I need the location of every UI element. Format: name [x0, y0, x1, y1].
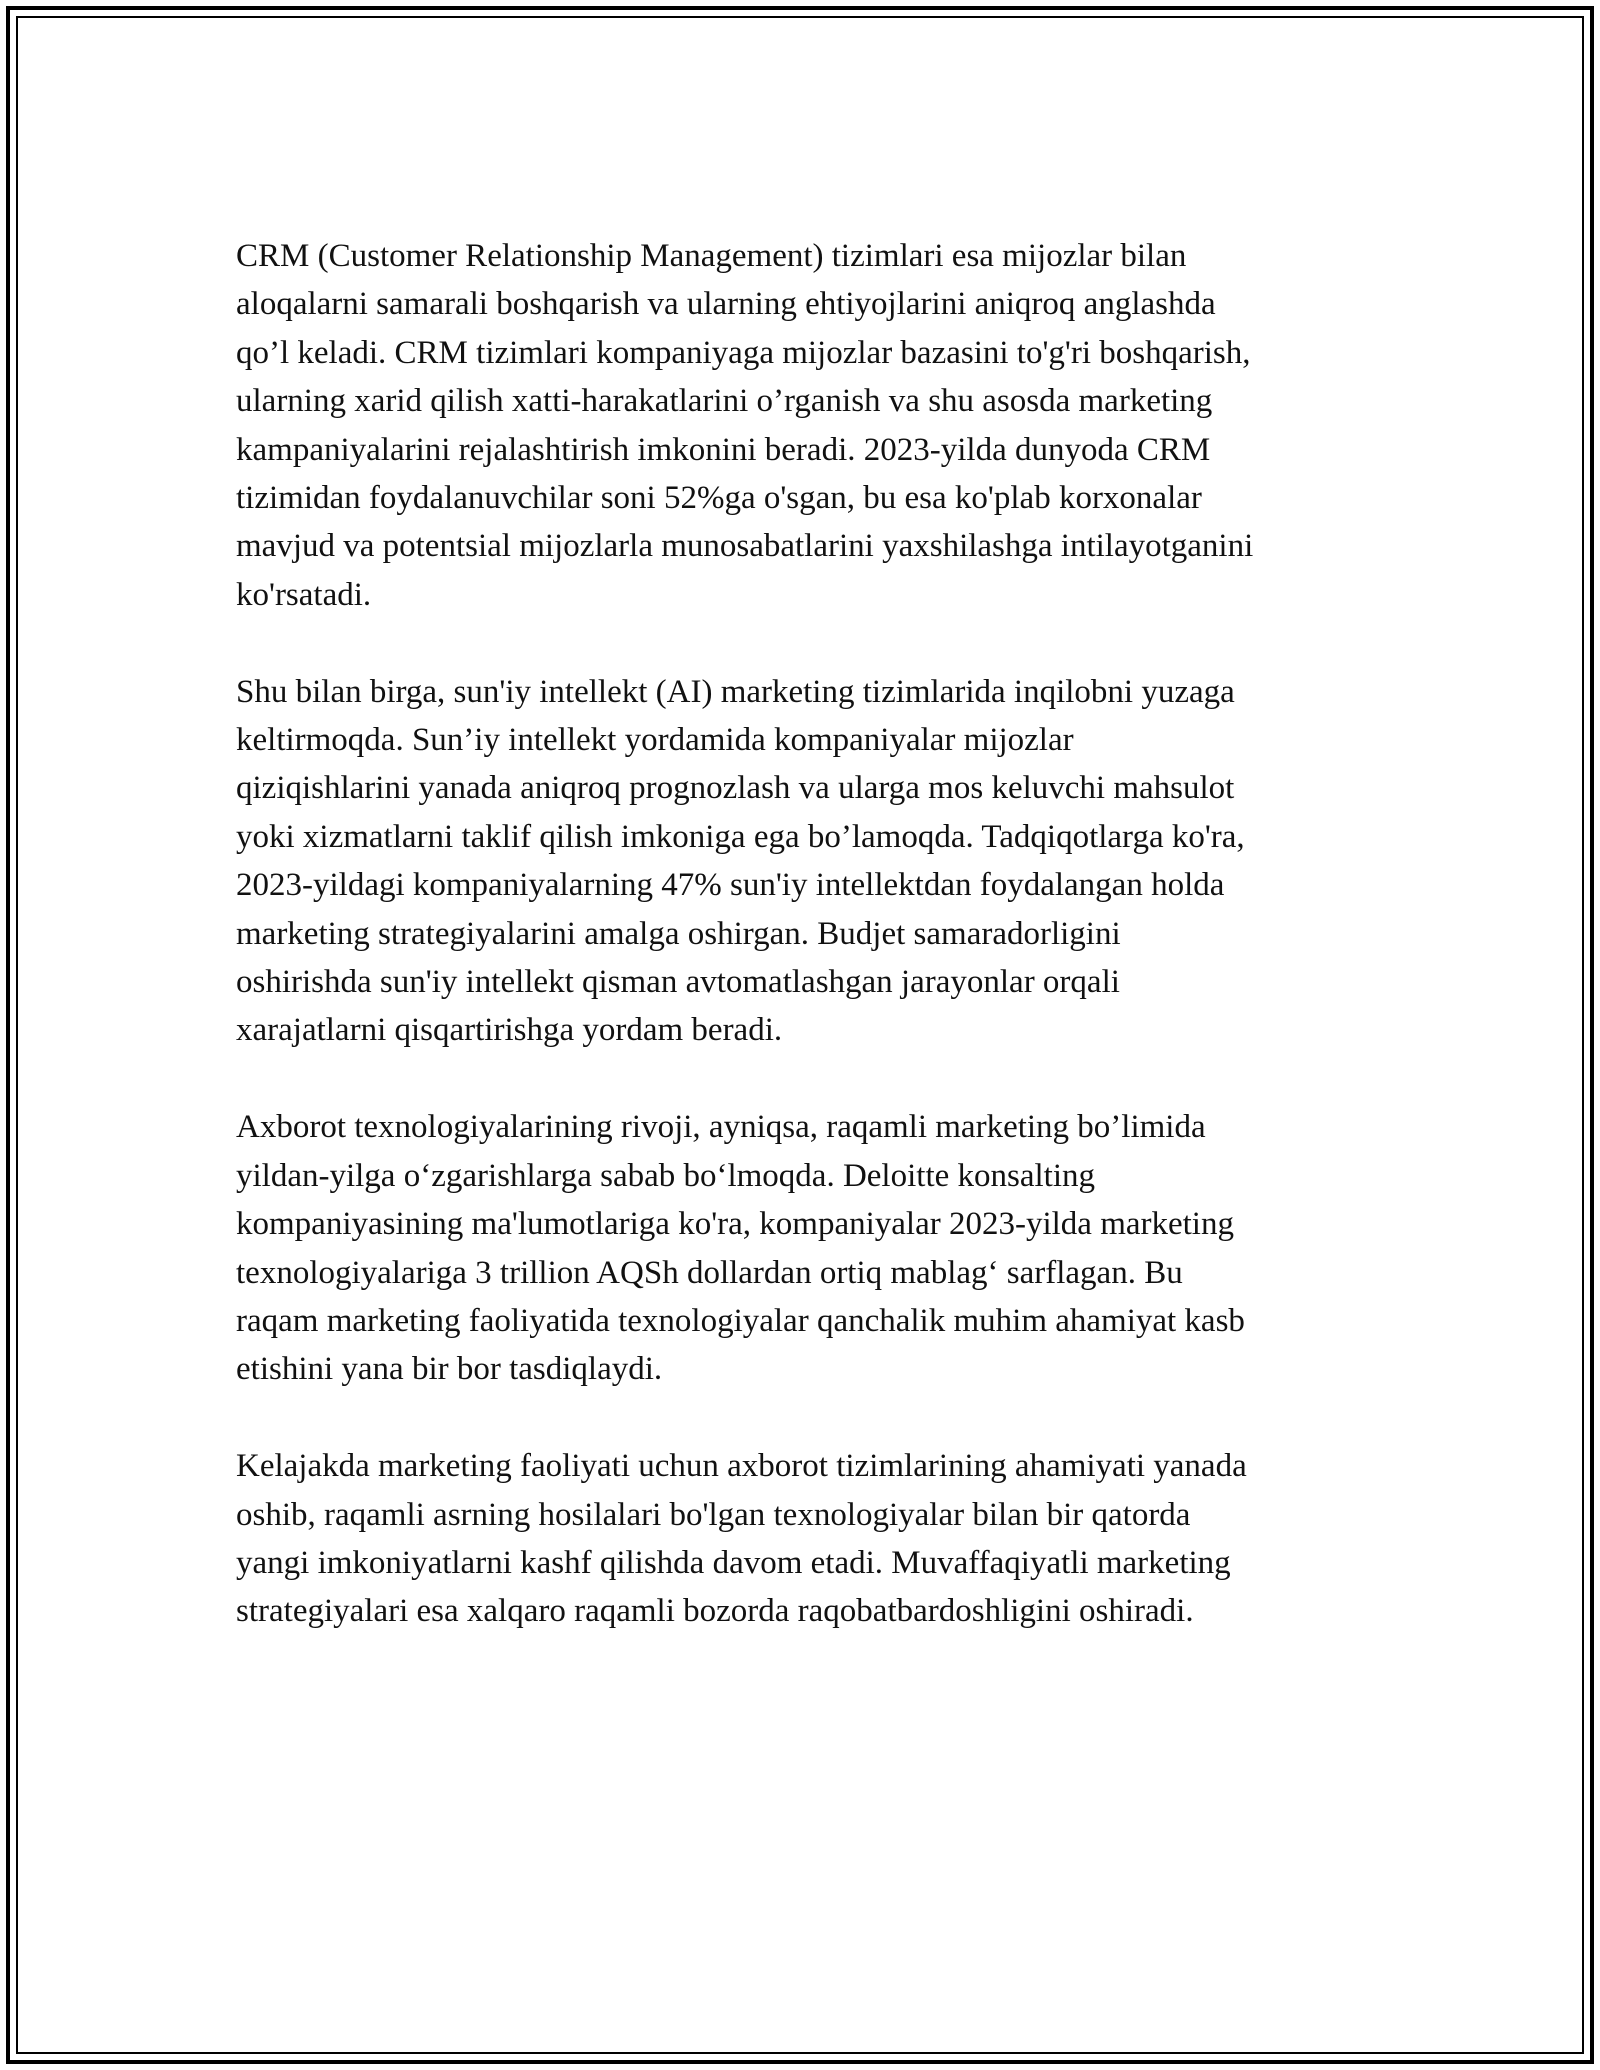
paragraph-ai: Shu bilan birga, sun'iy intellekt (AI) marketing tizimlarida inqilobni yuzaga keltirmoqda. Sun’iy intellekt yordamida kompaniyalar mijozlar qiziqishlarini yanada aniqroq prognozlash va ularga mos keluvchi mahsulot yoki xizmatlarni taklif qilish imkoniga ega bo’lamoqda. Tadqiqotlarga ko'ra, 2023-yildagi kompaniyalarning 47% sun'iy intellektdan foydalangan holda marketing strategiyalarini amalga oshirgan. Budjet samaradorligini oshirishda sun'iy intellekt qisman avtomatlashgan jarayonlar orqali xarajatlarni qisqartirishga yordam beradi.	[236, 673, 1245, 1049]
paragraph-it-development: Axborot texnologiyalarining rivoji, ayniqsa, raqamli marketing bo’limida yildan-yilga o‘zgarishlarga sabab bo‘lmoqda. Deloitte konsalting kompaniyasining ma'lumotlariga ko'ra, kompaniyalar 2023-yilda marketing texnologiyalariga 3 trillion AQSh dollardan ortiq mablag‘ sarflagan. Bu raqam marketing faoliyatida texnologiyalar qanchalik muhim ahamiyat kasb etishini yana bir bor tasdiqlaydi.	[236, 1109, 1245, 1388]
paragraph-crm: CRM (Customer Relationship Management) tizimlari esa mijozlar bilan aloqalarni samarali boshqarish va ularning ehtiyojlarini aniqroq anglashda qo’l keladi. CRM tizimlari kompaniyaga mijozlar bazasini to'g'ri boshqarish, ularning xarid qilish xatti-harakatlarini o’rganish va shu asosda marketing kampaniyalarini rejalashtirish imkonini beradi. 2023-yilda dunyoda CRM tizimidan foydalanuvchilar soni 52%ga o'sgan, bu esa ko'plab korxonalar mavjud va potentsial mijozlarla munosabatlarini yaxshilashga intilayotganini ko'rsatadi.	[236, 238, 1254, 613]
document-body	[236, 232, 1376, 1684]
paragraph-future: Kelajakda marketing faoliyati uchun axborot tizimlarining ahamiyati yanada oshib, raqamli asrning hosilalari bo'lgan texnologiyalar bilan bir qatorda yangi imkoniyatlarni kashf qilishda davom etadi. Muvaffaqiyatli marketing strategiyalari esa xalqaro raqamli bozorda raqobatbardoshligini oshiradi.	[236, 1448, 1247, 1630]
